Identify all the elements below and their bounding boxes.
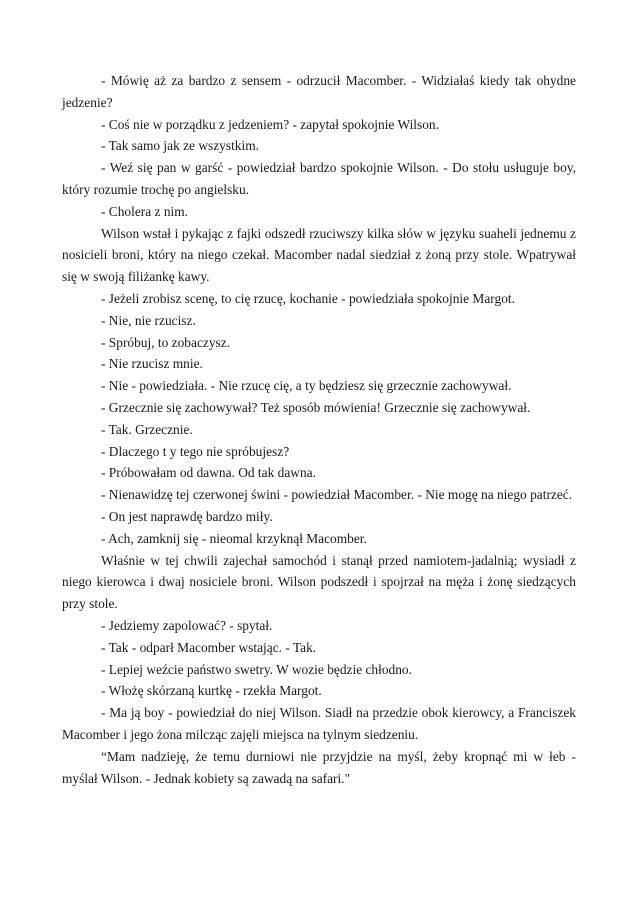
paragraph: “Mam nadzieję, że temu durniowi nie przyjdzie na myśl, żeby kropnąć mi w łeb - myślał Wilson. - Jednak kobiety są zawadą na safari." [62,748,576,786]
paragraph: - Jedziemy zapolować? - spytał. [101,617,273,633]
paragraph: - Dlaczego t y tego nie spróbujesz? [101,443,290,459]
paragraph: - Włożę skórzaną kurtkę - rzekła Margot. [101,683,322,699]
paragraph: - Coś nie w porządku z jedzeniem? - zapytał spokojnie Wilson. [101,116,439,132]
paragraph: - Mówię aż za bardzo z sensem - odrzucił Macomber. - Widziałaś kiedy tak ohydne jedzenie? [62,73,576,110]
paragraph: - Weź się pan w garść - powiedział bardzo spokojnie Wilson. - Do stołu usługuje boy, który rozumie trochę po angielsku. [62,160,576,197]
paragraph: - Tak samo jak ze wszystkim. [101,138,259,154]
paragraph: - Nie - powiedziała. - Nie rzucę cię, a ty będziesz się grzecznie zachowywał. [101,378,512,394]
paragraph: - Nie, nie rzucisz. [101,312,196,328]
paragraph: Wilson wstał i pykając z fajki odszedł rzuciwszy kilka słów w języku suaheli jednemu z nosicieli broni, który na niego czekał. Macomber nadal siedział z żoną przy stole. Wpatrywał się w swoją filiżankę kawy. [62,225,576,285]
paragraph: - Nienawidzę tej czerwonej świni - powiedział Macomber. - Nie mogę na niego patrzeć. [101,487,573,503]
document-page [62,70,576,789]
paragraph: - Spróbuj, to zobaczysz. [101,334,231,350]
paragraph: - Tak - odparł Macomber wstając. - Tak. [101,639,317,655]
paragraph: Właśnie w tej chwili zajechał samochód i stanął przed namiotem-jadalnią; wysiadł z niego kierowca i dwaj nosiciele broni. Wilson podszedł i spojrzał na męża i żonę siedzących przy stole. [62,552,576,612]
paragraph: - On jest naprawdę bardzo miły. [101,508,273,524]
paragraph: - Tak. Grzecznie. [101,421,193,437]
paragraph: - Lepiej weźcie państwo swetry. W wozie będzie chłodno. [101,661,412,677]
paragraph: - Próbowałam od dawna. Od tak dawna. [101,465,316,481]
paragraph: - Grzecznie się zachowywał? Też sposób mówienia! Grzecznie się zachowywał. [101,399,531,415]
paragraph: - Nie rzucisz mnie. [101,356,203,372]
paragraph: - Ma ją boy - powiedział do niej Wilson. Siadł na przedzie obok kierowcy, a Franciszek Macomber i jego żona milcząc zajęli miejsca na tylnym siedzeniu. [62,705,576,742]
paragraph: - Jeżeli zrobisz scenę, to cię rzucę, kochanie - powiedziała spokojnie Margot. [101,290,515,306]
paragraph: - Cholera z nim. [101,203,189,219]
paragraph: - Ach, zamknij się - nieomal krzyknął Macomber. [101,530,367,546]
